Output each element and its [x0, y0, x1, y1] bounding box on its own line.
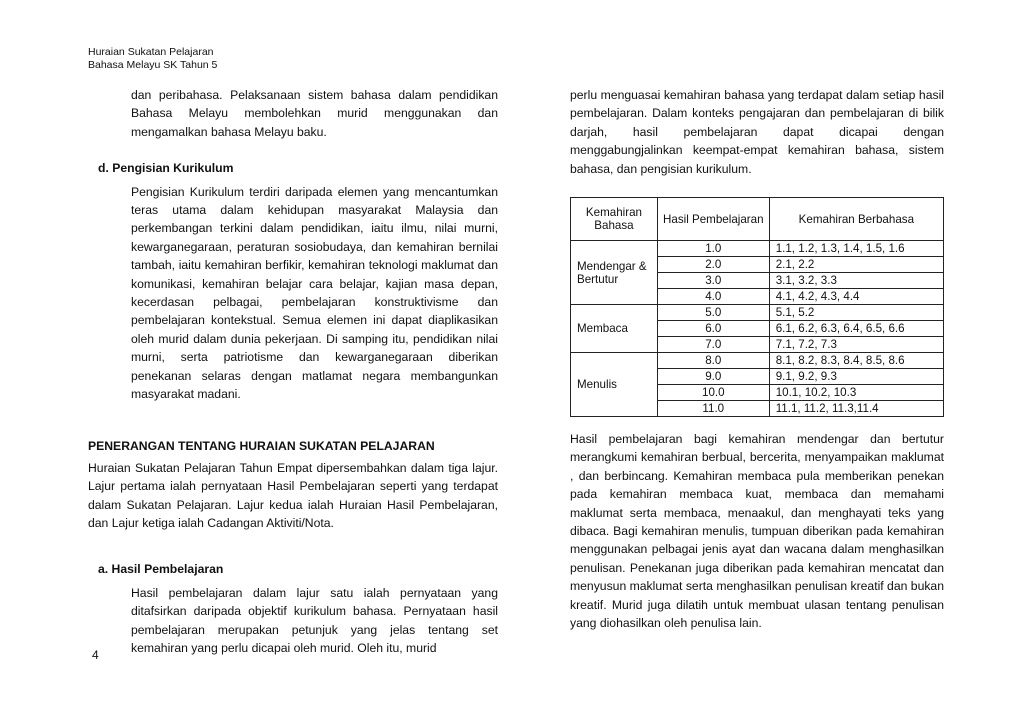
- section-a-heading: a. Hasil Pembelajaran: [98, 561, 224, 576]
- outcome-code-cell: 4.0: [657, 289, 769, 305]
- skill-group-cell: Menulis: [571, 353, 658, 417]
- skill-group-cell: Mendengar & Bertutur: [571, 241, 658, 305]
- skills-table: [570, 197, 944, 417]
- left-column: [88, 86, 498, 658]
- skill-list-cell: 4.1, 4.2, 4.3, 4.4: [769, 289, 943, 305]
- main-paragraph: Huraian Sukatan Pelajaran Tahun Empat dipersembahkan dalam tiga lajur. Lajur pertama ialah pernyataan Hasil Pembelajaran seperti yang terdapat dalam Sukatan Pelajaran. Lajur kedua ialah Huraian Hasil Pembelajaran, dan Lajur ketiga ialah Cadangan Aktiviti/Nota.: [88, 460, 498, 531]
- outcome-code-cell: 2.0: [657, 257, 769, 273]
- table-row: [571, 353, 944, 369]
- section-d-heading: d. Pengisian Kurikulum: [98, 161, 234, 176]
- page-number: 4: [92, 648, 99, 662]
- skill-list-cell: 2.1, 2.2: [769, 257, 943, 273]
- table-row: [571, 241, 944, 257]
- intro-paragraph: dan peribahasa. Pelaksanaan sistem bahasa dalam pendidikan Bahasa Melayu membolehkan murid menggunakan dan mengamalkan bahasa Melayu baku.: [131, 88, 498, 139]
- header-hasil-pembelajaran: Hasil Pembelajaran: [657, 198, 769, 241]
- table-body: [571, 241, 944, 417]
- skill-list-cell: 3.1, 3.2, 3.3: [769, 273, 943, 289]
- skill-list-cell: 6.1, 6.2, 6.3, 6.4, 6.5, 6.6: [769, 321, 943, 337]
- outcome-code-cell: 10.0: [657, 385, 769, 401]
- right-column: [570, 86, 944, 633]
- skill-list-cell: 7.1, 7.2, 7.3: [769, 337, 943, 353]
- outcome-code-cell: 11.0: [657, 401, 769, 417]
- skill-group-cell: Membaca: [571, 305, 658, 353]
- outcome-code-cell: 5.0: [657, 305, 769, 321]
- outcome-code-cell: 6.0: [657, 321, 769, 337]
- outcome-code-cell: 3.0: [657, 273, 769, 289]
- skill-list-cell: 5.1, 5.2: [769, 305, 943, 321]
- table-row: [571, 305, 944, 321]
- skill-list-cell: 1.1, 1.2, 1.3, 1.4, 1.5, 1.6: [769, 241, 943, 257]
- skill-list-cell: 10.1, 10.2, 10.3: [769, 385, 943, 401]
- header-line-2: Bahasa Melayu SK Tahun 5: [88, 59, 218, 71]
- skill-list-cell: 8.1, 8.2, 8.3, 8.4, 8.5, 8.6: [769, 353, 943, 369]
- outcome-code-cell: 8.0: [657, 353, 769, 369]
- header-kemahiran-bahasa: Kemahiran Bahasa: [571, 198, 658, 241]
- section-d-paragraph: Pengisian Kurikulum terdiri daripada elemen yang mencantumkan teras utama dalam kehidupan masyarakat Malaysia dan perkembangan terkini dalam pendidikan, iaitu ilmu, nilai murni, kewarganegaraan, peraturan sosiobudaya, dan kemahiran bernilai tambah, iaitu kemahiran berfikir, kemahiran teknologi maklumat dan komunikasi, kemahiran belajar cara belajar, kajian masa depan, kecerdasan pelbagai, pembelajaran konstruktivisme dan pembelajaran kontekstual. Semua elemen ini dapat diaplikasikan oleh murid dalam dunia pekerjaan. Di samping itu, pendidikan nilai murni, serta patriotisme dan kewarganegaraan diberikan penekanan selaras dengan matlamat negara membangunkan masyarakat madani.: [131, 184, 498, 402]
- header-line-1: Huraian Sukatan Pelajaran: [88, 46, 214, 58]
- outcome-code-cell: 9.0: [657, 369, 769, 385]
- main-heading: PENERANGAN TENTANG HURAIAN SUKATAN PELAJARAN: [88, 438, 435, 453]
- right-top-paragraph: perlu menguasai kemahiran bahasa yang terdapat dalam setiap hasil pembelajaran. Dalam konteks pengajaran dan pembelajaran di bilik darjah, hasil pembelajaran dapat dicapai dengan menggabungjalinkan keempat-empat kemahiran bahasa, sistem bahasa, dan pengisian kurikulum.: [570, 88, 944, 176]
- header-kemahiran-berbahasa: Kemahiran Berbahasa: [769, 198, 943, 241]
- outcome-code-cell: 7.0: [657, 337, 769, 353]
- outcome-code-cell: 1.0: [657, 241, 769, 257]
- section-a-paragraph: Hasil pembelajaran dalam lajur satu ialah pernyataan yang ditafsirkan daripada objektif kurikulum bahasa. Pernyataan hasil pembelajaran merupakan petunjuk yang jelas tentang set kemahiran yang perlu dicapai oleh murid. Oleh itu, murid: [131, 585, 498, 656]
- right-bottom-paragraph: Hasil pembelajaran bagi kemahiran mendengar dan bertutur merangkumi kemahiran berbual, bercerita, menyampaikan maklumat , dan berbincang. Kemahiran membaca pula memberikan penekan pada kemahiran membaca kuat, membaca dan memahami maklumat serta membaca, menaakul, dan menghayati teks yang dibaca. Bagi kemahiran menulis, tumpuan diberikan pada kemahiran menggunakan pelbagai jenis ayat dan wacana dalam menghasilkan penulisan. Penekanan juga diberikan pada kemahiran mencatat dan menyusun maklumat serta menghasilkan penulisan kreatif dan bukan kreatif. Murid juga dilatih untuk membuat ulasan tentang penulisan yang diohasilkan oleh penulisa lain.: [570, 432, 944, 631]
- skill-list-cell: 9.1, 9.2, 9.3: [769, 369, 943, 385]
- skill-list-cell: 11.1, 11.2, 11.3,11.4: [769, 401, 943, 417]
- table-header-row: [571, 198, 944, 241]
- page-header: [88, 46, 217, 72]
